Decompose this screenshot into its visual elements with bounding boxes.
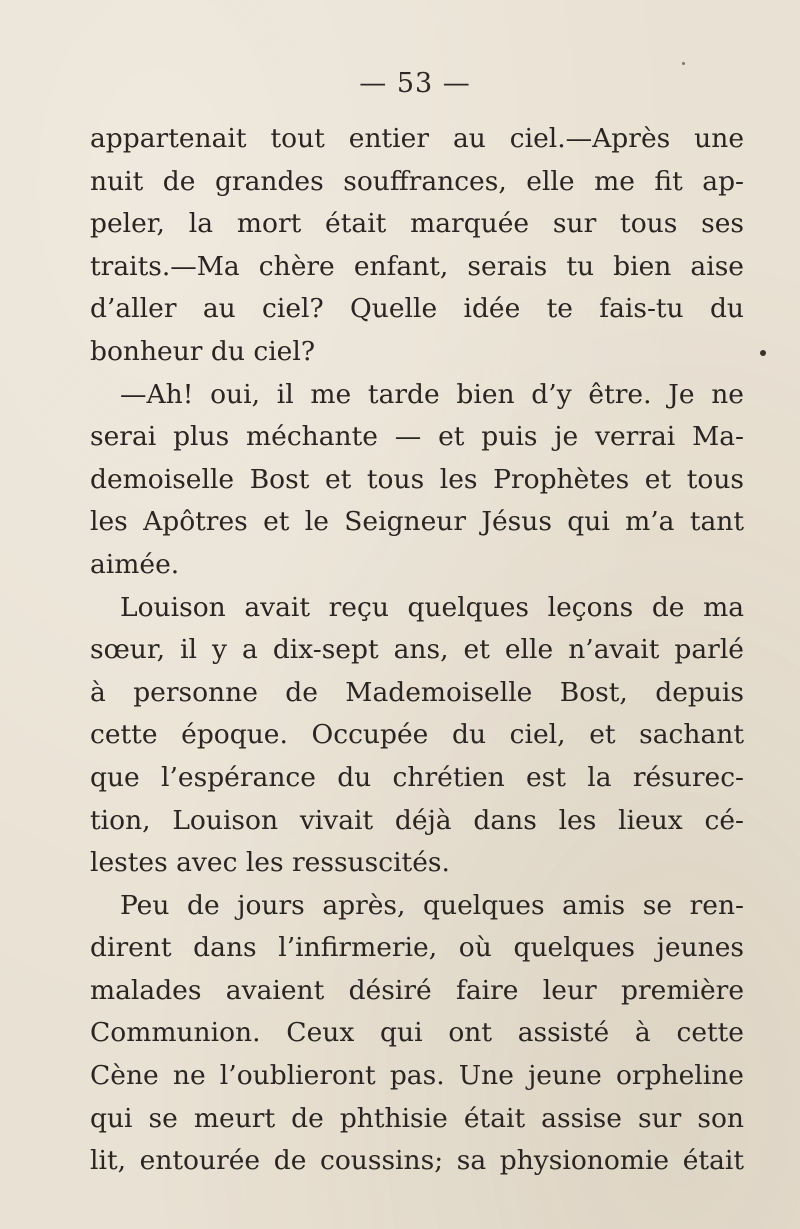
text-line: dirent dans l’infirmerie, où quelques jeunes xyxy=(90,932,744,964)
text-line: bonheur du ciel? xyxy=(90,335,316,367)
ink-speck xyxy=(682,62,685,65)
text-line: aimée. xyxy=(90,548,180,580)
text-line: qui se meurt de phthisie était assise sur son xyxy=(90,1102,744,1134)
text-line: —Ah! oui, il me tarde bien d’y être. Je ne xyxy=(120,378,744,410)
text-line: Cène ne l’oublieront pas. Une jeune orpheline xyxy=(90,1060,744,1092)
text-line: demoiselle Bost et tous les Prophètes et tous xyxy=(90,463,744,495)
text-line: Louison avait reçu quelques leçons de ma xyxy=(120,591,744,623)
text-line: que l’espérance du chrétien est la résurec- xyxy=(90,761,744,793)
text-line: Peu de jours après, quelques amis se ren- xyxy=(120,889,744,921)
text-line: lit, entourée de coussins; sa physionomie était xyxy=(90,1145,744,1177)
text-line: les Apôtres et le Seigneur Jésus qui m’a tant xyxy=(90,506,744,538)
text-line: serai plus méchante — et puis je verrai Ma- xyxy=(90,421,744,453)
text-line: malades avaient désiré faire leur première xyxy=(90,974,744,1006)
ink-speck xyxy=(760,350,766,356)
text-line: lestes avec les ressuscités. xyxy=(90,847,450,879)
text-line: traits.—Ma chère enfant, serais tu bien aise xyxy=(90,250,744,282)
text-line: Communion. Ceux qui ont assisté à cette xyxy=(90,1017,744,1049)
text-line: tion, Louison vivait déjà dans les lieux cé- xyxy=(90,804,744,836)
text-line: peler, la mort était marquée sur tous ses xyxy=(90,208,744,240)
text-line: appartenait tout entier au ciel.—Après une xyxy=(90,123,744,154)
page-number: — 53 — xyxy=(359,68,471,99)
text-line: cette époque. Occupée du ciel, et sachant xyxy=(90,719,744,751)
text-line: sœur, il y a dix-sept ans, et elle n’avait parlé xyxy=(90,634,744,666)
body-text xyxy=(90,118,744,1183)
text-line: d’aller au ciel? Quelle idée te fais-tu du xyxy=(90,293,744,325)
text-line: nuit de grandes souffrances, elle me fit ap- xyxy=(90,165,744,197)
text-line: à personne de Mademoiselle Bost, depuis xyxy=(90,676,744,708)
